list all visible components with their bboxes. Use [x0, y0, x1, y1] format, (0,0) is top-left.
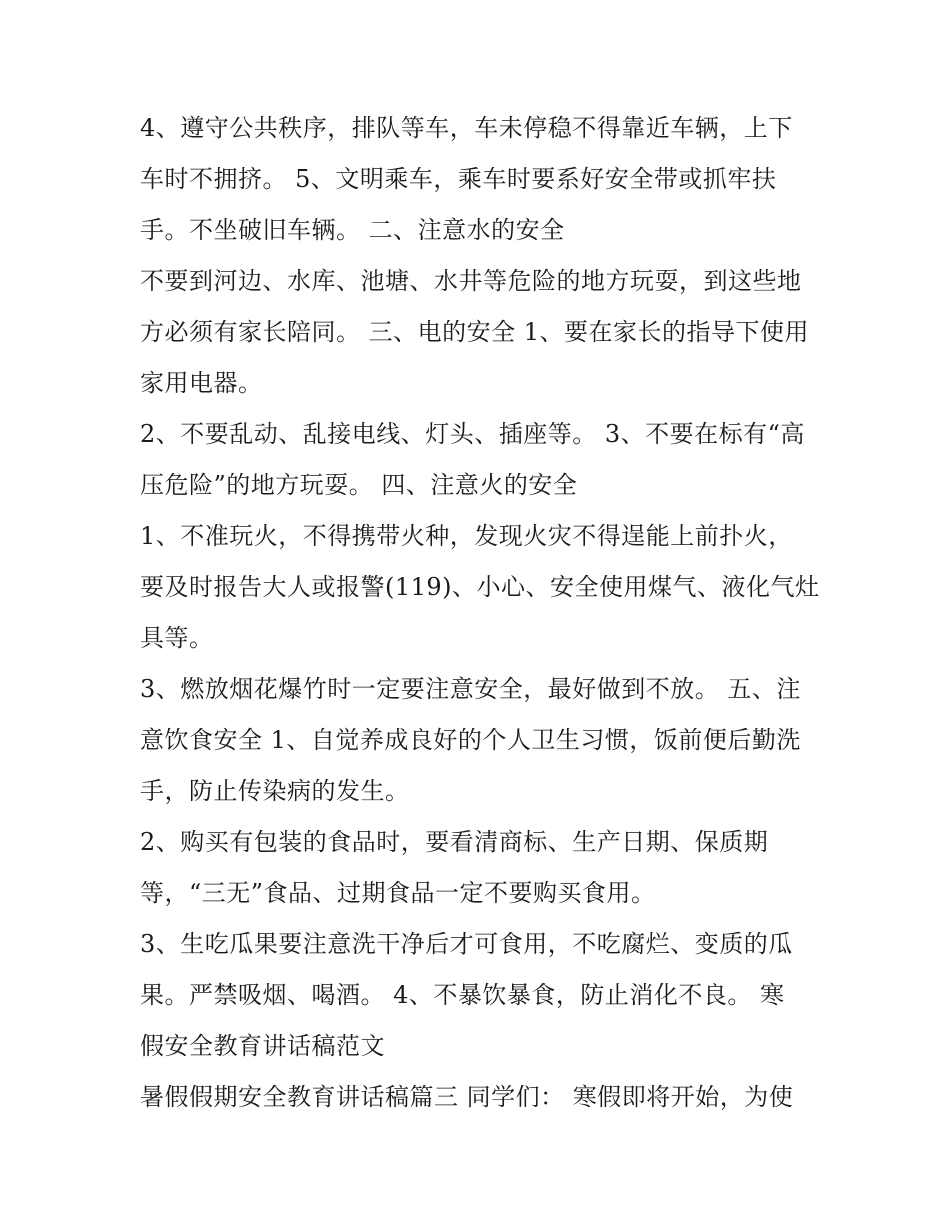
text-line: 3、燃放烟花爆竹时一定要注意安全，最好做到不放。 五、注 [140, 675, 801, 703]
text-line: 手。不坐破旧车辆。 二、注意水的安全 [140, 216, 565, 244]
text-line: 压危险”的地方玩耍。 四、注意火的安全 [140, 471, 578, 499]
text-line: 要及时报告大人或报警(119)、小心、安全使用煤气、液化气灶 [140, 573, 820, 601]
text-line: 果。严禁吸烟、喝酒。 4、不暴饮暴食，防止消化不良。 寒 [140, 981, 785, 1009]
text-line: 不要到河边、水库、池塘、水井等危险的地方玩耍，到这些地 [140, 267, 802, 295]
text-line: 具等。 [140, 624, 214, 652]
text-line: 车时不拥挤。 5、文明乘车，乘车时要系好安全带或抓牢扶 [140, 165, 777, 193]
text-line: 意饮食安全 1、自觉养成良好的个人卫生习惯，饭前便后勤洗 [140, 726, 801, 754]
text-line: 1、不准玩火，不得携带火种，发现火灾不得逞能上前扑火， [140, 522, 793, 550]
text-line: 方必须有家长陪同。 三、电的安全 1、要在家长的指导下使用 [140, 318, 810, 346]
text-line: 手，防止传染病的发生。 [140, 777, 410, 805]
text-line: 2、不要乱动、乱接电线、灯头、插座等。 3、不要在标有“高 [140, 420, 805, 448]
text-line: 家用电器。 [140, 369, 263, 397]
text-line: 等，“三无”食品、过期食品一定不要购买食用。 [140, 879, 656, 907]
text-line: 2、购买有包装的食品时，要看清商标、生产日期、保质期 [140, 828, 769, 856]
text-line: 4、遵守公共秩序，排队等车，车未停稳不得靠近车辆，上下 [140, 114, 793, 142]
text-line: 3、生吃瓜果要注意洗干净后才可食用，不吃腐烂、变质的瓜 [140, 930, 793, 958]
text-line: 暑假假期安全教育讲话稿篇三 同学们： 寒假即将开始，为使 [140, 1083, 794, 1111]
text-line: 假安全教育讲话稿范文 [140, 1032, 385, 1060]
